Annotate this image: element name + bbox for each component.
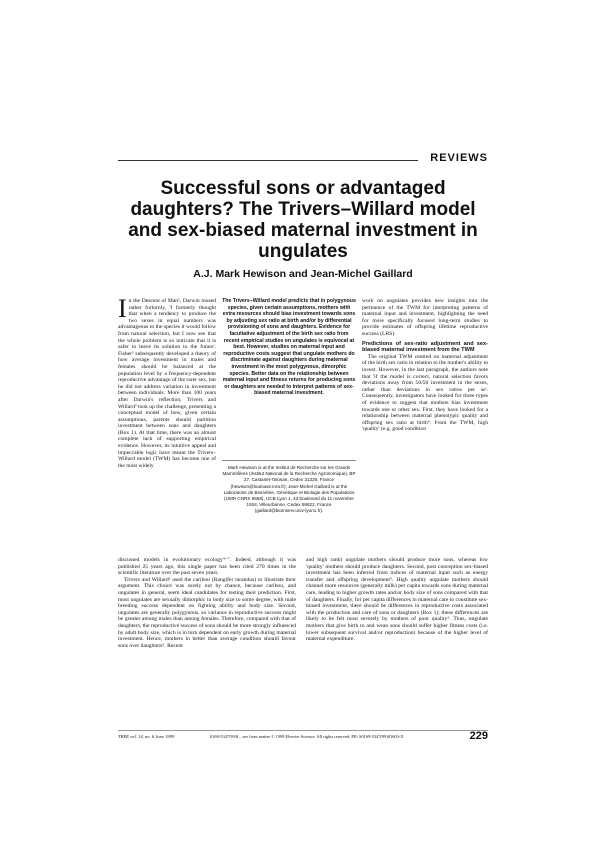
journal-citation: TREE vol. 14, no. 6 June 1999 (118, 734, 175, 739)
copyright-line: 0169-5347/99/$ – see front matter © 1999 Elsevier Science. All rights reserved. PII: S0169-5347(99)01603-X (210, 734, 404, 739)
section-tag: REVIEWS (430, 152, 488, 164)
bottom-left-paragraph-2: Trivers and Willard³ used the caribou (Rangifer tarandus) to illustrate their argument. This choice was surely not by chance, because caribou, and ungulates in general, seem ideal candidates for testing their prediction. First, most ungulates are sexually dimorphic in body size to some degree, with male breeding success dependent on fighting ability and body size. Second, ungulates are generally polygynous, so variance in reproductive success might be greater among males than among females. Therefore, compared with that of daughters, the reproductive success of sons should be more strongly influenced by adult body size, which is in turn dependent on early growth during maternal investment. Hence, mothers in better than average condition should favour sons over daughters⁵. Recent (118, 576, 296, 649)
column-right-paragraph-1: work on ungulates provides new insights into the pertinence of the TWM for interpreting patterns of maternal input and investment, highlighting the need for more specifically focused long-term studies to provide estimates of offspring lifetime reproductive success (LRS). (362, 298, 488, 337)
article-title: Successful sons or advantaged daughters? The Trivers–Willard model and sex-biased maternal investment in ungulates (128, 178, 478, 262)
column-bottom-right (306, 557, 488, 727)
intro-paragraph: n the Descent of Man¹, Darwin mused rather forlornly, 'I formerly thought that when a tendency to produce the two sexes in equal numbers was advantageous to the species it would follow from natural selection, but I now see that the whole problem is so intricate that it is safer to leave its solution to the future'. Fisher² subsequently developed a theory of how average investment in males and females should be balanced at the population level by a frequency-dependent reproductive advantage of the rarer sex, but he did not address variation in investment between individuals. More than 100 years after Darwin's reflection, Trivers and Willard³ took up the challenge, presenting a conceptual model of how, given certain assumptions, parents should partition investment between sons and daughters (Box 1). At that time, there was an almost complete lack of supporting empirical evidence. However, its intuitive appeal and impeccable logic have meant the Trivers–Willard model (TWM) has become one of the most widely (118, 298, 216, 469)
bio-rule (222, 460, 356, 461)
author-affiliations: Mark Hewison is at the Institut de Recherche sur les Grands Mammifères (Institut National de la Recherche Agronomique), BP 27, Castanet-Tolosan, Cedex 31326, France (hewison@toulouse.inra.fr); Jean-Michel Gaillard is at the Laboratoire de Biométrie, Génétique et Biologie des Populations (UMR CNRS 5558), UCB Lyon 1, 43 boulevard du 11 novembre 1918, Villeurbanne, Cedex 69622, France (gaillard@biomserv.univ-lyon1.fr). (222, 465, 356, 514)
column-right-paragraph-2: The original TWM centred on maternal adjustment of the birth sex ratio in relation to the mother's ability to invest. However, in the last paragraph, the authors note that 'if the model is correct, natural selection favors deviations away from 50/50 investment in the sexes, rather than deviations in sex ratios per se'. Consequently, investigators have looked for three types of evidence to suggest that mothers bias investment towards one or other sex. First, they have looked for a relationship between maternal phenotypic quality and offspring sex ratio at birth⁴. From the TWM, high 'quality' (e.g. good condition (362, 353, 488, 433)
column-left-top (118, 298, 216, 556)
footer-rule (118, 730, 488, 731)
page-number: 229 (469, 730, 488, 742)
bottom-right-paragraph-1: and high rank) ungulate mothers should produce more sons, whereas low 'quality' mothers should produce daughters. Second, post conception sex-biased investment has been inferred from indices of maternal input such as energy transfer and offspring development⁵. High quality ungulate mothers should channel more resources (generally milk) per capita towards sons during maternal care, leading to higher growth rates and/or body size of sons compared with that of daughters. Finally, for per capita differences in maternal care to constitute sex-biased investment, there should be differences in reproductive costs associated with the production and care of sons or daughters (Box 1); these differences are likely to be felt most severely by mothers of poor quality⁵. Thus, ungulate mothers that give birth to and wean sons should suffer higher fitness costs (i.e. lower subsequent survival and/or reproduction) because of the higher level of maternal expenditure. (306, 557, 488, 643)
bottom-left-paragraph-1: discussed models in evolutionary ecology⁴⁻⁷. Indeed, although it was published 25 years ago, this single paper has been cited 270 times in the scientific literature over the past seven years. (118, 557, 296, 577)
abstract: The Trivers–Willard model predicts that in polygynous species, given certain assumptions, mothers with extra resources should bias investment towards sons by adjusting sex ratio at birth and/or by differential provisioning of sons and daughters. Evidence for facultative adjustment of the birth sex ratio from recent empirical studies on ungulates is equivocal at best. However, studies on maternal input and reproductive costs suggest that ungulate mothers do discriminate against daughters during maternal investment in the most polygynous, dimorphic species. Better data on the relationship between maternal input and fitness returns for producing sons or daughters are needed to interpret patterns of sex-biased maternal investment. (222, 298, 356, 397)
article-authors: A.J. Mark Hewison and Jean-Michel Gaillard (193, 268, 413, 280)
column-bottom-left (118, 557, 296, 727)
header-rule (118, 160, 418, 161)
section-subhead: Predictions of sex-ratio adjustment and sex-biased maternal investment from the TWM (362, 340, 488, 354)
column-right-top (362, 298, 488, 556)
drop-cap: I (118, 298, 127, 323)
